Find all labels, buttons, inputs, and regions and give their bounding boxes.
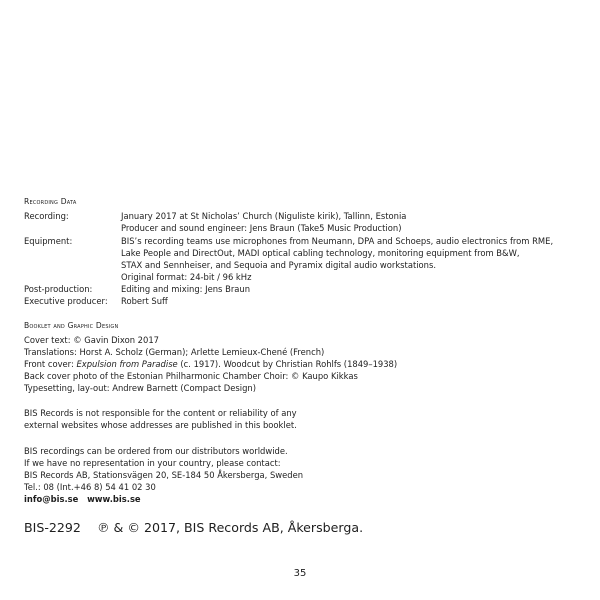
equipment-row [24,235,584,283]
equipment-line: BIS’s recording teams use microphones from Neumann, DPA and Schoeps, audio electronics from RME, [121,236,554,246]
front-cover-line [24,358,397,370]
equipment-label: Equipment: [24,236,73,246]
executive-producer-value: Robert Suff [121,296,168,306]
ordering-line: BIS Records AB, Stationsvägen 20, SE-184 50 Åkersberga, Sweden [24,470,304,480]
email-link[interactable]: info@bis.se [24,494,79,504]
disclaimer-line: BIS Records is not responsible for the content or reliability of any [24,408,297,418]
recording-label: Recording: [24,211,69,221]
front-cover-suffix: (c. 1917). Woodcut by Christian Rohlfs (1849–1938) [177,359,398,369]
ordering-line: If we have no representation in your country, please contact: [24,458,281,468]
recording-row [24,210,584,234]
executive-producer-row [24,295,584,307]
equipment-line: Lake People and DirectOut, MADI optical cabling technology, monitoring equipment from B&W, [121,248,520,258]
front-cover-prefix: Front cover: [24,359,77,369]
recording-data-heading: Recording Data [24,197,77,206]
executive-producer-label: Executive producer: [24,296,108,306]
copyright-notice: ℗ & © 2017, BIS Records AB, Åkersberga. [96,520,364,535]
disclaimer-line: external websites whose addresses are published in this booklet. [24,420,297,430]
equipment-line: Original format: 24-bit / 96 kHz [121,272,252,282]
equipment-line: STAX and Sennheiser, and Sequoia and Pyramix digital audio workstations. [121,260,437,270]
copyright-line [24,520,363,535]
ordering-line: BIS recordings can be ordered from our distributors worldwide. [24,446,288,456]
website-link[interactable]: www.bis.se [87,494,141,504]
post-production-label: Post-production: [24,284,93,294]
recording-line: Producer and sound engineer: Jens Braun (Take5 Music Production) [121,223,402,233]
typesetting-line: Typesetting, lay-out: Andrew Barnett (Compact Design) [24,383,256,393]
catalogue-number: BIS-2292 [24,520,81,535]
cover-text-line: Cover text: © Gavin Dixon 2017 [24,335,159,345]
front-cover-title: Expulsion from Paradise [76,359,178,369]
contact-line [24,493,141,505]
booklet-design-heading: Booklet and Graphic Design [24,321,119,330]
page-number: 35 [293,568,307,579]
back-cover-line: Back cover photo of the Estonian Philharmonic Chamber Choir: © Kaupo Kikkas [24,371,358,381]
post-production-row [24,283,584,295]
post-production-value: Editing and mixing: Jens Braun [121,284,251,294]
translations-line: Translations: Horst A. Scholz (German); Arlette Lemieux-Chené (French) [24,347,325,357]
recording-line: January 2017 at St Nicholas’ Church (Niguliste kirik), Tallinn, Estonia [121,211,407,221]
ordering-line: Tel.: 08 (Int.+46 8) 54 41 02 30 [24,482,156,492]
